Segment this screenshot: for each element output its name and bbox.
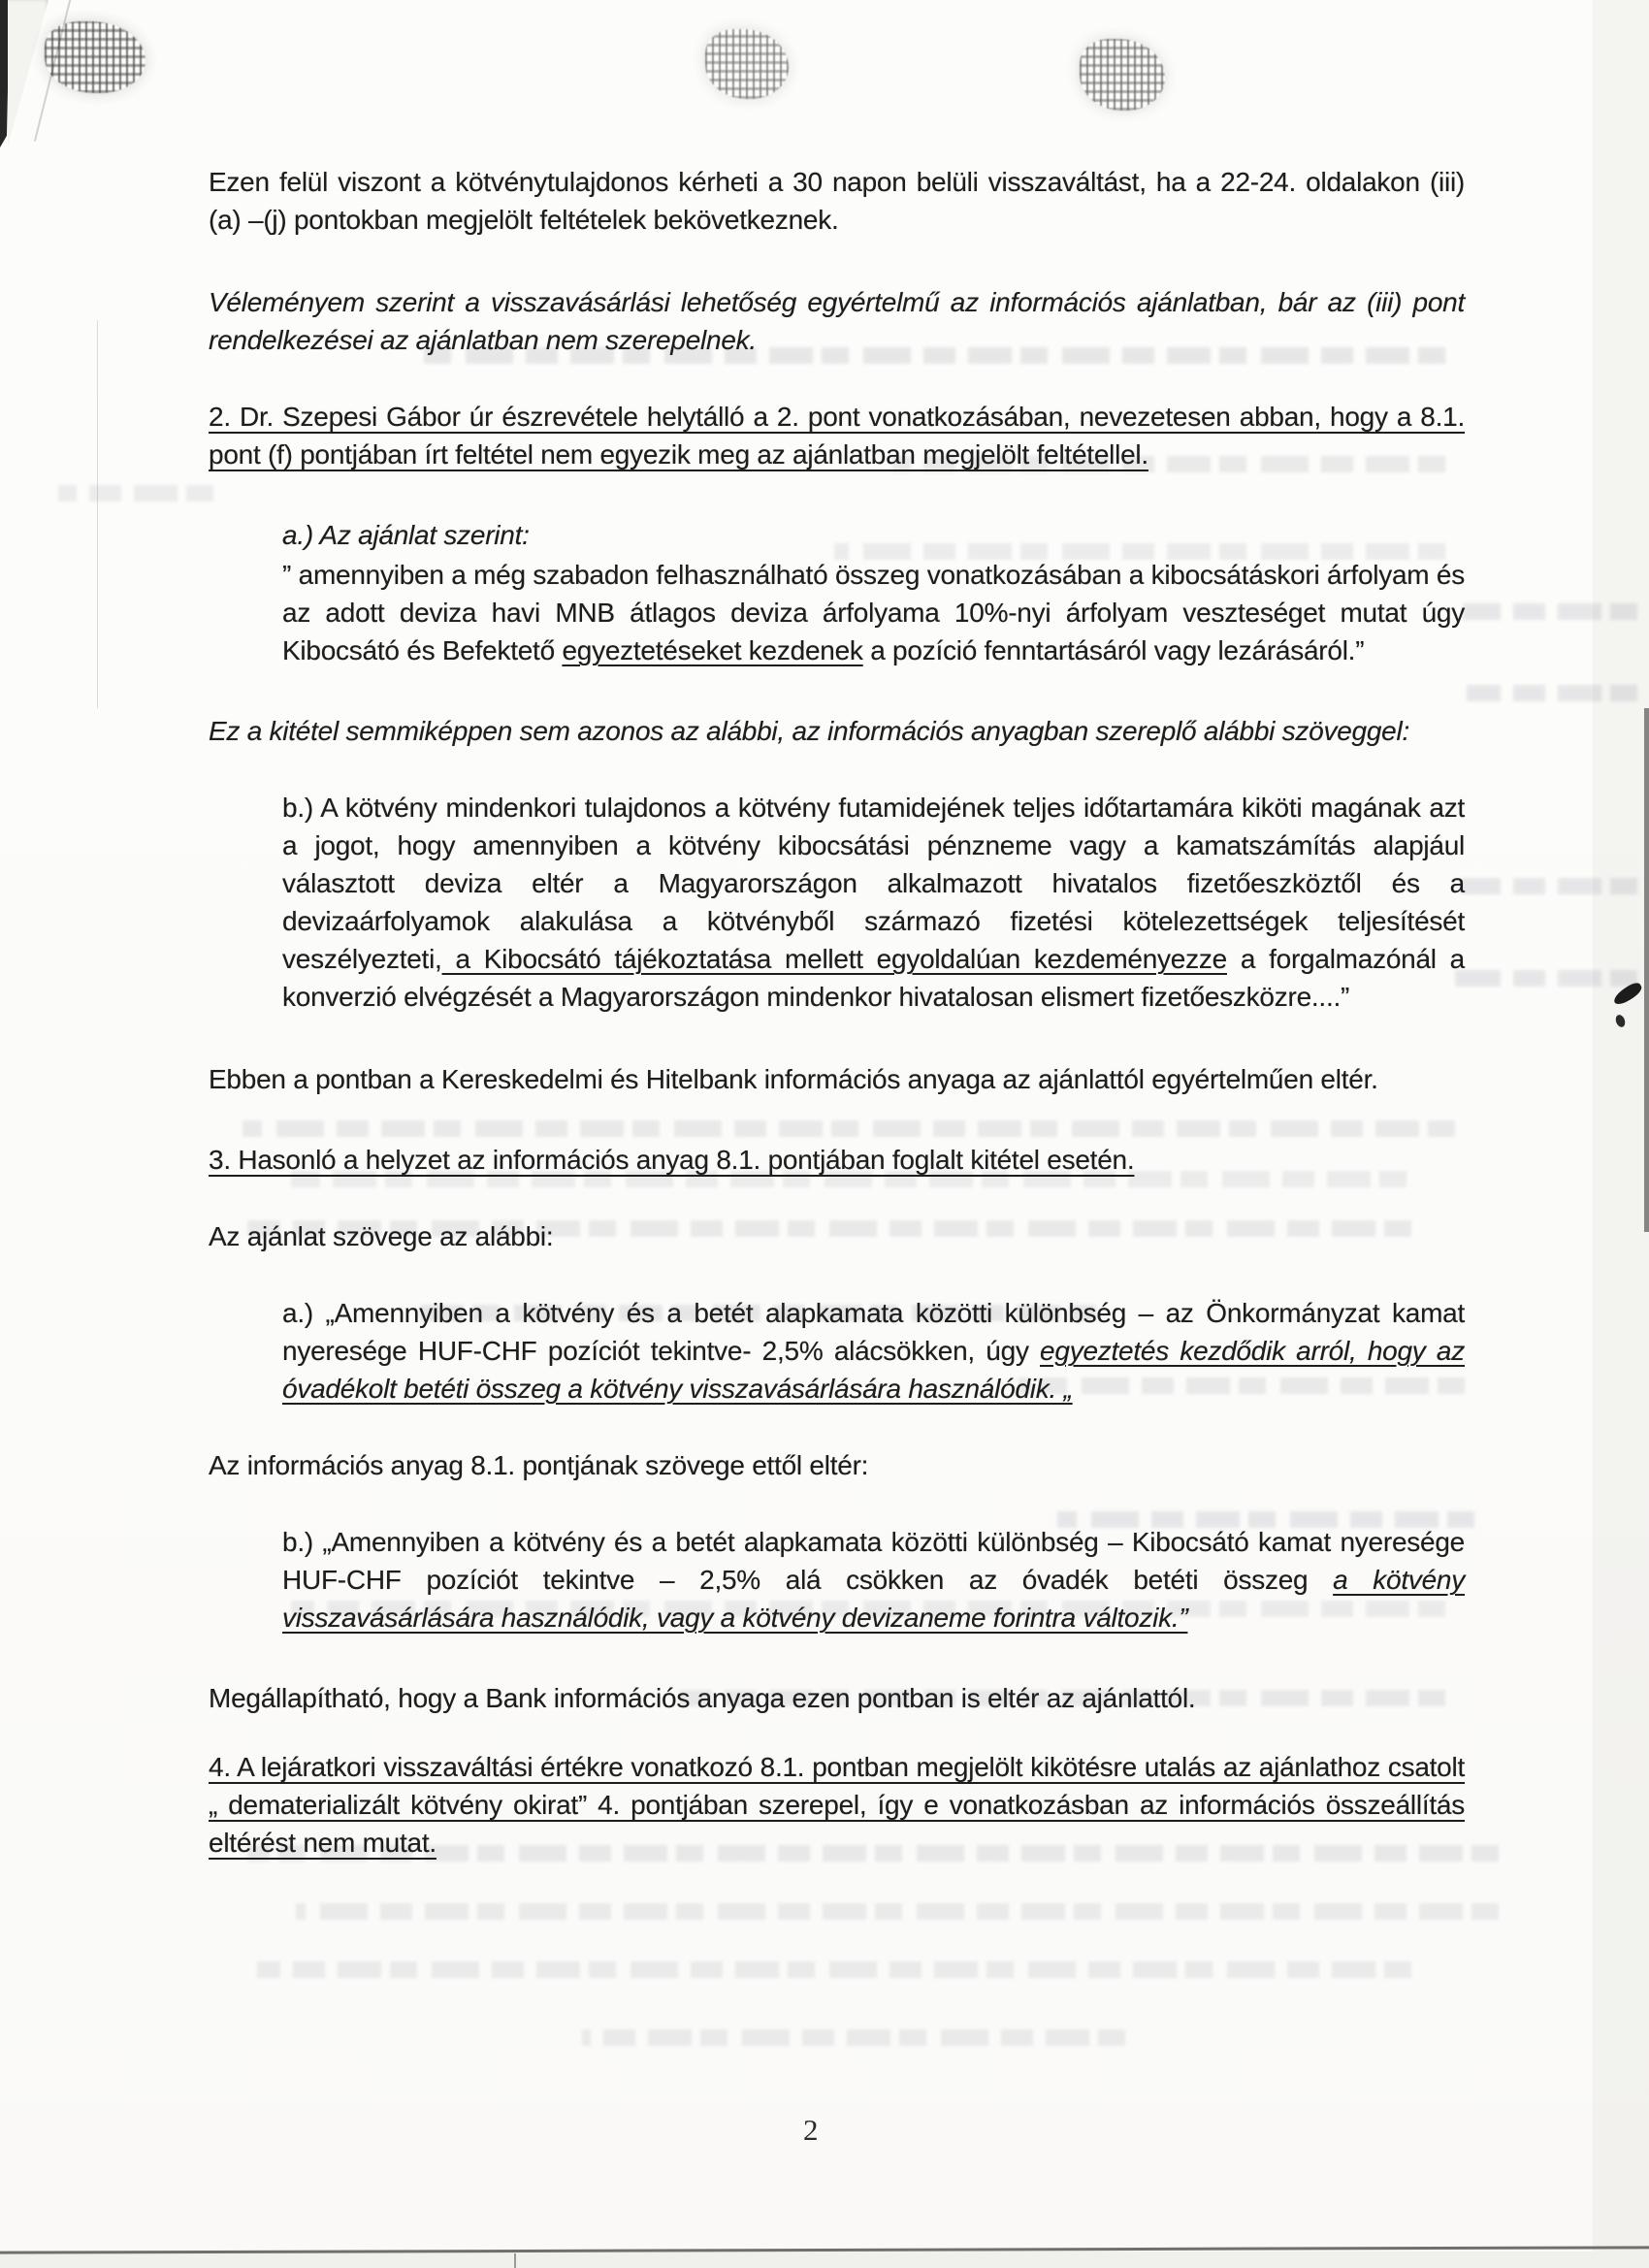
bleedthrough-artifact (296, 1903, 1499, 1920)
scan-edge-artifact (1644, 708, 1649, 1232)
quote-text: b.) A kötvény mindenkori tulajdonos a kötvény futamidejének teljes időtartamára kiköti magának azt a jogot, hogy amennyiben a kötvény kibocsátási pénzneme vagy a kamatszámítás alapjául választott deviza eltér a Magyarországon alkalmazott hivatalos fizetőeszköztől és a devizaárfolyamok alakulása a kötvényből származó fizetési kötelezettségek teljesítését veszélyezteti, (282, 793, 1465, 974)
quote-text: b.) „Amennyiben a kötvény és a betét alapkamata közötti különbség – Kibocsátó kamat nyeresége HUF-CHF pozíciót tekintve – 2,5% alá csökken az óvadék betéti összeg (282, 1527, 1465, 1595)
bleedthrough-artifact (257, 1961, 1411, 1978)
offer-quote-a1 (282, 556, 1465, 669)
bank-differs-paragraph (209, 1679, 1465, 1717)
paragraph-text: Az ajánlat szövege az alábbi: (209, 1221, 554, 1251)
bleedthrough-artifact (582, 2029, 1125, 2046)
fold-crease-line (34, 0, 73, 142)
document-body (209, 163, 1465, 1896)
paragraph-text: Megállapítható, hogy a Bank információs anyaga ezen pontban is eltér az ajánlattól. (209, 1683, 1196, 1713)
label-text: a.) Az ajánlat szerint: (282, 520, 530, 550)
quote-a1-label (282, 516, 1465, 554)
bleedthrough-artifact (1461, 878, 1637, 894)
heading-text: 3. Hasonló a helyzet az információs anyag 8.1. pontjában foglalt kitétel esetén. (209, 1145, 1135, 1175)
scan-background (0, 2252, 1649, 2268)
info-text-intro (209, 1446, 1465, 1484)
paragraph-text: Ezen felül viszont a kötvénytulajdonos kérheti a 30 napon belüli visszaváltást, ha a 22-24. oldalakon (iii) (a) –(j) pontokban megjelölt feltételek bekövetkeznek. (209, 167, 1465, 235)
heading-text: 2. Dr. Szepesi Gábor úr észrevétele helytálló a 2. pont vonatkozásában, nevezetesen abban, hogy a 8.1. pont (f) pontjában írt feltétel nem egyezik meg az ajánlatban megjelölt feltétellel. (209, 402, 1465, 470)
info-material-quote-b1 (282, 789, 1465, 1016)
scan-edge-artifact (514, 2253, 516, 2268)
quote-text: a forgalmazónál a konverzió elvégzését a Magyarországon mindenkor hivatalosan elismert fizetőeszközre....” (282, 944, 1466, 1012)
info-material-quote-b2 (282, 1523, 1465, 1636)
toner-smudge (705, 29, 789, 99)
section-2-heading (209, 398, 1465, 473)
toner-smudge (45, 21, 146, 93)
quote-italic-underlined-text: egyeztetés kezdődik arról, hogy az óvadékolt betéti összeg a kötvény visszavásárlására használódik. „ (282, 1336, 1465, 1404)
quote-text: ” amennyiben a még szabadon felhasználható összeg vonatkozásában a kibocsátáskori árfolyam és az adott deviza havi MNB átlagos deviza árfolyama 10%-nyi árfolyam veszteséget mutat úgy Kibocsátó és Befektető (282, 560, 1465, 665)
page-number: 2 (803, 2113, 819, 2147)
bleedthrough-artifact (58, 485, 213, 502)
opinion-note-paragraph (209, 283, 1465, 359)
heading-text: 4. A lejáratkori visszaváltási értékre vonatkozó 8.1. pontban megjelölt kikötésre utalás az ajánlathoz csatolt „ dematerializált kötvény okirat” 4. pontjában szerepel, így e vonatkozásban az információs összeállítás eltérést nem mutat. (209, 1752, 1465, 1858)
quote-text: a pozíció fenntartásáról vagy lezárásáról.” (862, 635, 1365, 665)
quote-text: a.) „Amennyiben a kötvény és a betét alapkamata közötti különbség – az Önkormányzat kamat nyeresége HUF-CHF pozíciót tekintve- 2,5% alácsökken, úgy (282, 1298, 1465, 1366)
paragraph-text: Ebben a pontban a Kereskedelmi és Hitelbank információs anyaga az ajánlattól egyértelműen eltér. (209, 1064, 1378, 1094)
quote-underlined-text: egyeztetéseket kezdenek (562, 635, 863, 665)
folded-corner-artifact (8, 0, 48, 146)
intro-paragraph (209, 163, 1465, 239)
kh-differs-paragraph (209, 1060, 1465, 1098)
paragraph-text: Ez a kitétel semmiképpen sem azonos az alábbi, az információs anyagban szereplő alábbi szöveggel: (209, 716, 1410, 746)
bleedthrough-artifact (1455, 970, 1637, 987)
quote-underlined-text: a Kibocsátó tájékoztatása mellett egyoldalúan kezdeményezze (441, 944, 1227, 974)
section-4-heading (209, 1748, 1465, 1862)
paper-edge-line (0, 2246, 1649, 2253)
scan-shading-artifact (1593, 0, 1649, 2268)
toner-smudge (1080, 39, 1165, 111)
section-3-heading (209, 1141, 1465, 1179)
offer-text-intro (209, 1217, 1465, 1255)
paper-crease-line (97, 320, 98, 708)
quote-italic-underlined-text: a kötvény visszavásárlására használódik, vagy a kötvény devizaneme forintra változik.” (282, 1565, 1465, 1633)
offer-quote-a2 (282, 1294, 1465, 1408)
bleedthrough-artifact (1467, 685, 1637, 701)
ink-mark (1614, 1014, 1627, 1028)
comparison-note-paragraph (209, 712, 1465, 750)
scan-edge-artifact (0, 0, 10, 147)
bleedthrough-artifact (1463, 603, 1637, 620)
paragraph-text: Az információs anyag 8.1. pontjának szövege ettől eltér: (209, 1450, 869, 1480)
paragraph-text: Véleményem szerint a visszavásárlási lehetőség egyértelmű az információs ajánlatban, bár az (iii) pont rendelkezései az ajánlatban nem szerepelnek. (209, 287, 1465, 355)
